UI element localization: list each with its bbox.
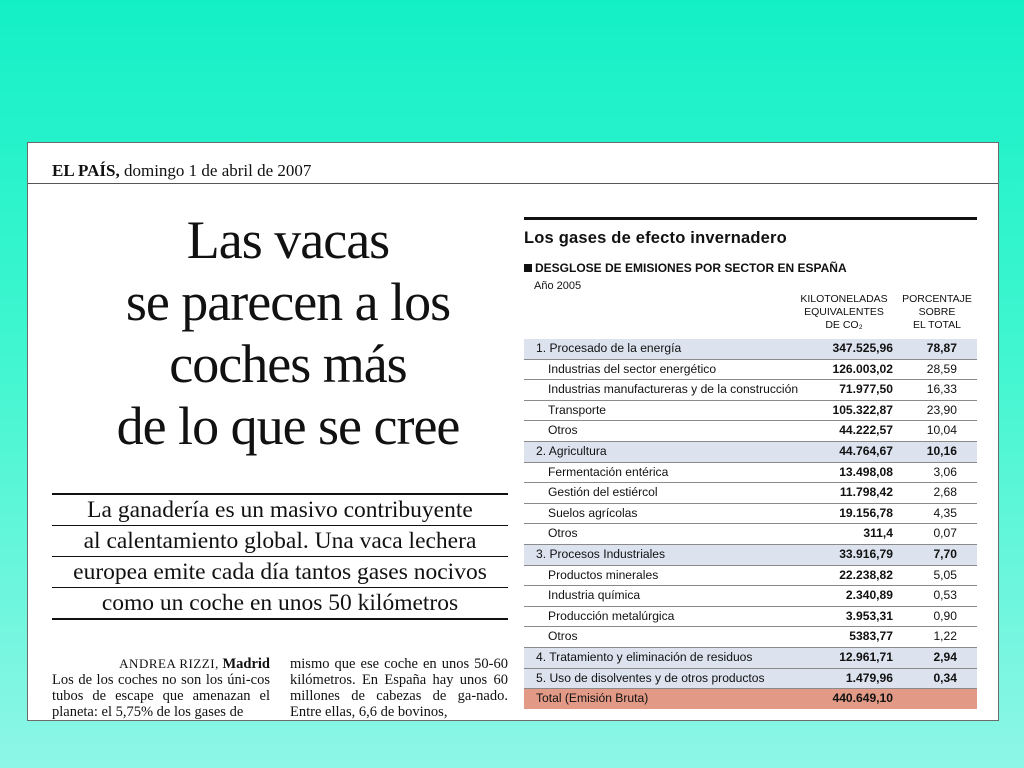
row-label: Total (Emisión Bruta) — [536, 691, 649, 706]
row-percent: 0,34 — [933, 670, 957, 685]
row-label: Producción metalúrgica — [548, 608, 675, 623]
row-percent: 10,04 — [926, 423, 957, 438]
table-row — [524, 463, 977, 484]
category-row — [524, 545, 977, 566]
subheadline-line: como un coche en unos 50 kilómetros — [52, 587, 508, 620]
row-kilotons: 11.798,42 — [839, 485, 893, 500]
subheadline-line: europea emite cada día tantos gases nocivos — [52, 556, 508, 587]
row-kilotons: 13.498,08 — [839, 464, 893, 479]
row-kilotons: 44.764,67 — [839, 443, 893, 458]
table-row — [524, 421, 977, 442]
header-line: EQUIVALENTES — [804, 306, 884, 318]
square-bullet-icon — [524, 264, 532, 272]
subheadline — [52, 493, 508, 620]
newspaper-clipping — [27, 142, 999, 721]
byline — [52, 656, 270, 672]
row-kilotons: 440.649,10 — [832, 691, 893, 706]
column-header-kilotons — [796, 293, 892, 332]
row-label: Productos minerales — [548, 567, 659, 582]
row-label: Otros — [548, 423, 578, 438]
headline-line: se parecen a los — [125, 272, 451, 332]
table-subtitle-text: DESGLOSE DE EMISIONES POR SECTOR EN ESPAÑA — [535, 261, 847, 275]
table-row — [524, 380, 977, 401]
row-kilotons: 22.238,82 — [839, 567, 893, 582]
headline-line: coches más — [169, 334, 407, 394]
table-row — [524, 566, 977, 587]
category-row — [524, 648, 977, 669]
row-label: Industria química — [548, 588, 641, 603]
row-kilotons: 19.156,78 — [839, 505, 893, 520]
row-label: 2. Agricultura — [536, 443, 607, 458]
table-header — [524, 293, 977, 337]
row-label: Fermentación entérica — [548, 464, 669, 479]
row-label: Gestión del estiércol — [548, 485, 658, 500]
table-row — [524, 483, 977, 504]
row-label: Otros — [548, 526, 578, 541]
table-title: Los gases de efecto invernadero — [524, 229, 787, 247]
row-label: Transporte — [548, 402, 607, 417]
table-row — [524, 504, 977, 525]
table-row — [524, 627, 977, 648]
emissions-table-block — [524, 217, 977, 709]
row-percent: 16,33 — [926, 382, 957, 397]
row-label: Suelos agrícolas — [548, 505, 638, 520]
row-percent: 5,05 — [933, 567, 957, 582]
row-percent: 1,22 — [933, 629, 957, 644]
column-header-percent — [899, 293, 975, 332]
row-kilotons: 105.322,87 — [832, 402, 893, 417]
dateline-rule — [28, 183, 998, 184]
article-text: mismo que ese coche en unos 50-60 kilómetros. En España hay unos 60 millones de cabezas de ga-nado. Entre ellas, 6,6 de bovinos, — [290, 656, 508, 720]
article-column-1 — [52, 656, 270, 720]
row-kilotons: 5383,77 — [849, 629, 893, 644]
row-kilotons: 311,4 — [863, 526, 893, 541]
row-percent: 7,70 — [933, 546, 957, 561]
row-percent: 28,59 — [926, 361, 957, 376]
row-label: 4. Tratamiento y eliminación de residuos — [536, 649, 753, 664]
header-line: EL TOTAL — [912, 319, 962, 331]
subheadline-line: al calentamiento global. Una vaca lechera — [52, 525, 508, 556]
row-label: Industrias del sector energético — [548, 361, 717, 376]
row-percent: 2,94 — [933, 649, 957, 664]
table-body — [524, 339, 977, 709]
row-percent: 2,68 — [933, 485, 957, 500]
row-percent: 4,35 — [933, 505, 957, 520]
row-percent: 0,53 — [933, 588, 957, 603]
row-percent: 0,90 — [933, 608, 957, 623]
row-percent: 3,06 — [933, 464, 957, 479]
row-label: 3. Procesos Industriales — [536, 546, 666, 561]
subheadline-line: La ganadería es un masivo contribuyente — [52, 493, 508, 525]
row-percent: 23,90 — [926, 402, 957, 417]
article-column-2 — [290, 656, 508, 720]
row-label: 1. Procesado de la energía — [536, 341, 682, 355]
total-row — [524, 689, 977, 709]
byline-city: Madrid — [222, 656, 270, 672]
table-subtitle — [524, 261, 977, 275]
row-percent: 78,87 — [926, 341, 957, 355]
row-kilotons: 1.479,96 — [845, 670, 893, 685]
table-year: Año 2005 — [534, 280, 582, 292]
table-row — [524, 524, 977, 545]
header-line: SOBRE — [918, 306, 956, 318]
header-line: DE CO₂ — [825, 319, 863, 331]
table-top-rule — [524, 217, 977, 220]
row-kilotons: 44.222,57 — [839, 423, 893, 438]
row-percent: 0,07 — [933, 526, 957, 541]
table-row — [524, 607, 977, 628]
table-row — [524, 586, 977, 607]
header-line: PORCENTAJE — [902, 293, 972, 305]
row-kilotons: 2.340,89 — [845, 588, 893, 603]
headline-line: Las vacas — [186, 210, 390, 270]
table-row — [524, 401, 977, 422]
row-kilotons: 347.525,96 — [832, 341, 893, 355]
row-kilotons: 126.003,02 — [832, 361, 893, 376]
article-text: Los de los coches no son los úni-cos tubos de escape que amenazan el planeta: el 5,75% de los gases de — [52, 672, 270, 720]
byline-author: ANDREA RIZZI, — [119, 656, 219, 671]
newspaper-name: EL PAÍS, — [52, 161, 120, 180]
row-label: Industrias manufactureras y de la construcción — [548, 382, 799, 397]
headline-line: de lo que se cree — [116, 396, 460, 456]
category-row — [524, 442, 977, 463]
table-row — [524, 360, 977, 381]
row-kilotons: 71.977,50 — [839, 382, 893, 397]
row-percent: 10,16 — [926, 443, 957, 458]
row-kilotons: 3.953,31 — [845, 608, 893, 623]
row-label: Otros — [548, 629, 578, 644]
dateline — [52, 161, 311, 181]
row-label: 5. Uso de disolventes y de otros productos — [536, 670, 765, 685]
row-kilotons: 33.916,79 — [839, 546, 893, 561]
headline — [68, 209, 508, 457]
publication-date: domingo 1 de abril de 2007 — [123, 161, 312, 180]
header-line: KILOTONELADAS — [800, 293, 888, 305]
category-row — [524, 669, 977, 690]
category-row — [524, 339, 977, 360]
row-kilotons: 12.961,71 — [839, 649, 893, 664]
